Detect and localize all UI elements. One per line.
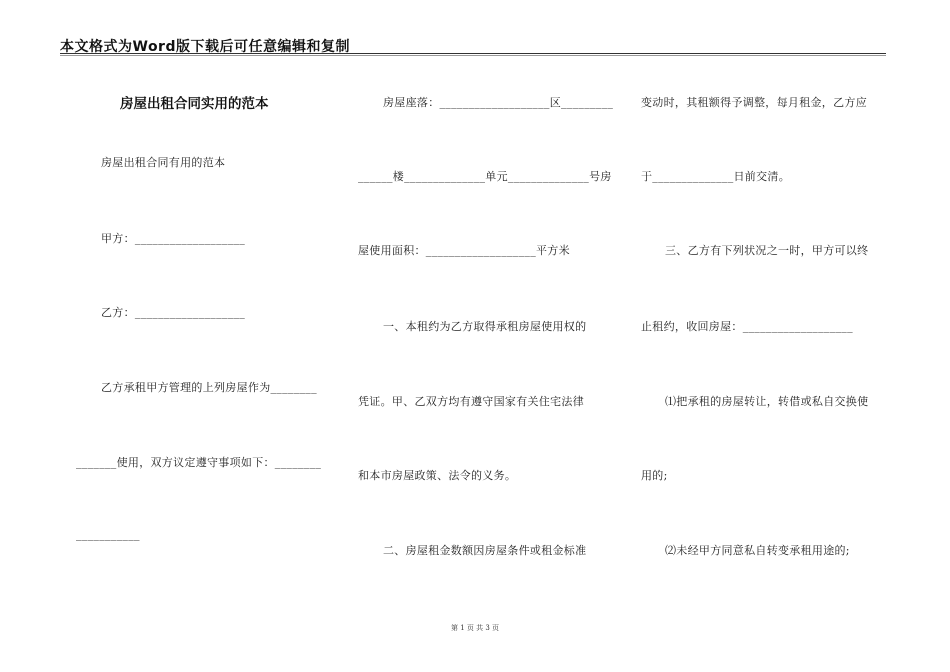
col2-line-2: ______楼______________单元______________号房 — [358, 170, 612, 183]
col2-line-3: 屋使用面积：___________________平方米 — [358, 244, 570, 257]
col2-line-7: 二、房屋租金数额因房屋条件或租金标准 — [383, 544, 587, 557]
document-header-title: 本文格式为Word版下载后可任意编辑和复制 — [60, 39, 350, 55]
page-number: 第 1 页 共 3 页 — [450, 624, 500, 632]
col2-line-1: 房屋座落：___________________区_________ — [383, 96, 614, 109]
col3-line-1: 变动时，其租额得予调整，每月租金，乙方应 — [641, 96, 867, 109]
col3-line-3: 三、乙方有下列状况之一时，甲方可以终 — [665, 244, 869, 257]
col2-line-6: 和本市房屋政策、法令的义务。 — [358, 469, 517, 482]
col2-line-5: 凭证。甲、乙双方均有遵守国家有关住宅法律 — [358, 395, 584, 408]
col1-line-4: 乙方承租甲方管理的上列房屋作为________ — [101, 381, 317, 394]
col3-line-2: 于______________日前交清。 — [641, 170, 790, 183]
col2-line-4: 一、本租约为乙方取得承租房屋使用权的 — [383, 320, 587, 333]
col3-line-7: ⑵未经甲方同意私自转变承租用途的; — [665, 544, 850, 557]
col3-line-5: ⑴把承租的房屋转让，转借或私自交换使 — [665, 395, 869, 408]
header-divider — [60, 53, 886, 56]
col1-line-3: 乙方：___________________ — [101, 306, 246, 319]
col1-line-1: 房屋出租合同有用的范本 — [101, 156, 226, 169]
col3-line-4: 止租约，收回房屋：___________________ — [641, 320, 853, 333]
col3-line-6: 用的; — [641, 469, 668, 482]
col1-line-5: _______使用，双方议定遵守事项如下：________ — [76, 456, 322, 469]
col1-line-2: 甲方：___________________ — [101, 232, 246, 245]
document-title: 房屋出租合同实用的范本 — [120, 96, 269, 112]
col1-line-6: ___________ — [76, 528, 140, 541]
